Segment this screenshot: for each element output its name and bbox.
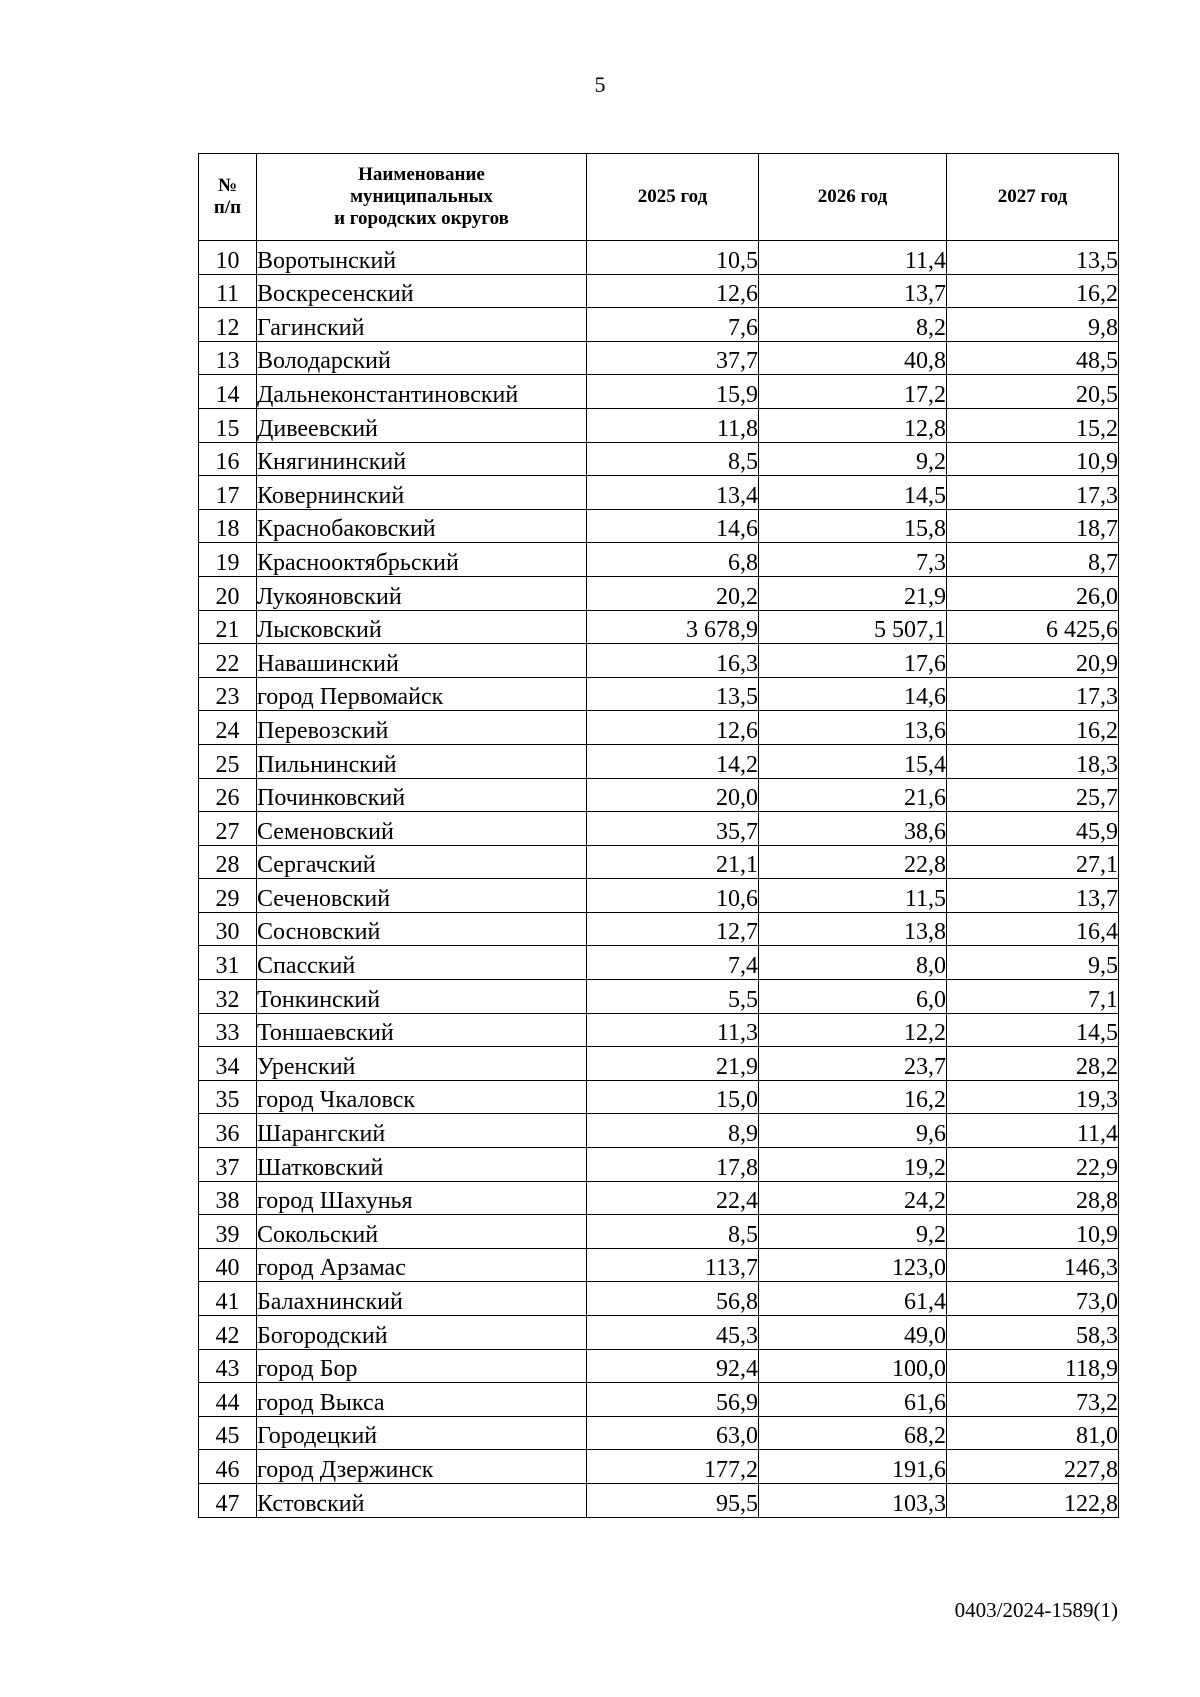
table-row (199, 509, 1119, 543)
table-row (199, 1416, 1119, 1450)
value-2026-cell: 11,4 (759, 241, 947, 275)
table-row (199, 274, 1119, 308)
value-2025-cell: 21,9 (587, 1047, 759, 1081)
value-2026-cell: 9,6 (759, 1114, 947, 1148)
value-2027-cell: 45,9 (947, 812, 1119, 846)
row-number-cell: 45 (199, 1416, 257, 1450)
value-2025-cell: 13,5 (587, 677, 759, 711)
row-number-cell: 47 (199, 1483, 257, 1517)
row-number-cell: 17 (199, 476, 257, 510)
row-number-cell: 12 (199, 308, 257, 342)
value-2027-cell: 16,2 (947, 711, 1119, 745)
row-number-cell: 42 (199, 1316, 257, 1350)
value-2025-cell: 35,7 (587, 812, 759, 846)
value-2027-cell: 10,9 (947, 442, 1119, 476)
district-name-cell: Перевозский (257, 711, 587, 745)
row-number-cell: 31 (199, 946, 257, 980)
row-number-cell: 41 (199, 1282, 257, 1316)
value-2026-cell: 11,5 (759, 879, 947, 913)
value-2027-cell: 15,2 (947, 408, 1119, 442)
value-2026-cell: 13,6 (759, 711, 947, 745)
table-row (199, 543, 1119, 577)
row-number-cell: 33 (199, 1013, 257, 1047)
district-name-cell: Навашинский (257, 644, 587, 678)
table-row (199, 1148, 1119, 1182)
row-number-cell: 11 (199, 274, 257, 308)
value-2026-cell: 14,6 (759, 677, 947, 711)
header-2027: 2027 год (947, 154, 1119, 241)
value-2025-cell: 177,2 (587, 1450, 759, 1484)
table-body (199, 241, 1119, 1518)
value-2026-cell: 12,2 (759, 1013, 947, 1047)
value-2027-cell: 9,8 (947, 308, 1119, 342)
value-2027-cell: 227,8 (947, 1450, 1119, 1484)
district-name-cell: Володарский (257, 341, 587, 375)
value-2026-cell: 24,2 (759, 1181, 947, 1215)
value-2026-cell: 6,0 (759, 980, 947, 1014)
value-2025-cell: 3 678,9 (587, 610, 759, 644)
value-2025-cell: 45,3 (587, 1316, 759, 1350)
row-number-cell: 39 (199, 1215, 257, 1249)
district-name-cell: Починковский (257, 778, 587, 812)
table-row (199, 744, 1119, 778)
value-2025-cell: 10,6 (587, 879, 759, 913)
value-2026-cell: 61,6 (759, 1383, 947, 1417)
value-2026-cell: 16,2 (759, 1080, 947, 1114)
row-number-cell: 43 (199, 1349, 257, 1383)
header-name: Наименование муниципальных и городских округов (257, 154, 587, 241)
value-2026-cell: 49,0 (759, 1316, 947, 1350)
row-number-cell: 36 (199, 1114, 257, 1148)
row-number-cell: 15 (199, 408, 257, 442)
value-2027-cell: 18,7 (947, 509, 1119, 543)
value-2025-cell: 12,7 (587, 912, 759, 946)
value-2026-cell: 103,3 (759, 1483, 947, 1517)
value-2025-cell: 56,9 (587, 1383, 759, 1417)
value-2027-cell: 22,9 (947, 1148, 1119, 1182)
district-name-cell: Краснобаковский (257, 509, 587, 543)
value-2025-cell: 20,0 (587, 778, 759, 812)
value-2026-cell: 7,3 (759, 543, 947, 577)
district-name-cell: город Дзержинск (257, 1450, 587, 1484)
district-name-cell: Шарангский (257, 1114, 587, 1148)
district-name-cell: город Выкса (257, 1383, 587, 1417)
table-row (199, 1080, 1119, 1114)
row-number-cell: 25 (199, 744, 257, 778)
value-2025-cell: 17,8 (587, 1148, 759, 1182)
value-2025-cell: 20,2 (587, 576, 759, 610)
district-name-cell: город Бор (257, 1349, 587, 1383)
table-row (199, 845, 1119, 879)
document-code: 0403/2024-1589(1) (954, 1598, 1118, 1622)
value-2026-cell: 61,4 (759, 1282, 947, 1316)
value-2027-cell: 7,1 (947, 980, 1119, 1014)
district-name-cell: Княгининский (257, 442, 587, 476)
value-2026-cell: 21,6 (759, 778, 947, 812)
value-2026-cell: 17,2 (759, 375, 947, 409)
value-2027-cell: 11,4 (947, 1114, 1119, 1148)
value-2025-cell: 92,4 (587, 1349, 759, 1383)
table-row (199, 1248, 1119, 1282)
table-row (199, 879, 1119, 913)
value-2027-cell: 26,0 (947, 576, 1119, 610)
district-name-cell: Дивеевский (257, 408, 587, 442)
value-2027-cell: 28,2 (947, 1047, 1119, 1081)
value-2027-cell: 48,5 (947, 341, 1119, 375)
value-2025-cell: 10,5 (587, 241, 759, 275)
district-name-cell: город Арзамас (257, 1248, 587, 1282)
value-2025-cell: 7,4 (587, 946, 759, 980)
table-row (199, 912, 1119, 946)
table-row (199, 677, 1119, 711)
value-2027-cell: 122,8 (947, 1483, 1119, 1517)
table-row (199, 1013, 1119, 1047)
value-2026-cell: 14,5 (759, 476, 947, 510)
value-2027-cell: 8,7 (947, 543, 1119, 577)
value-2027-cell: 16,4 (947, 912, 1119, 946)
value-2025-cell: 12,6 (587, 711, 759, 745)
value-2025-cell: 8,9 (587, 1114, 759, 1148)
value-2027-cell: 118,9 (947, 1349, 1119, 1383)
value-2026-cell: 21,9 (759, 576, 947, 610)
value-2026-cell: 5 507,1 (759, 610, 947, 644)
row-number-cell: 37 (199, 1148, 257, 1182)
value-2027-cell: 25,7 (947, 778, 1119, 812)
value-2027-cell: 17,3 (947, 677, 1119, 711)
value-2026-cell: 9,2 (759, 442, 947, 476)
table-row (199, 241, 1119, 275)
table-row (199, 711, 1119, 745)
row-number-cell: 44 (199, 1383, 257, 1417)
value-2027-cell: 9,5 (947, 946, 1119, 980)
table-row (199, 375, 1119, 409)
row-number-cell: 24 (199, 711, 257, 745)
value-2025-cell: 14,6 (587, 509, 759, 543)
table-row (199, 476, 1119, 510)
row-number-cell: 35 (199, 1080, 257, 1114)
table-row (199, 778, 1119, 812)
value-2026-cell: 68,2 (759, 1416, 947, 1450)
row-number-cell: 29 (199, 879, 257, 913)
value-2026-cell: 123,0 (759, 1248, 947, 1282)
district-name-cell: Балахнинский (257, 1282, 587, 1316)
table-row (199, 946, 1119, 980)
table-row (199, 812, 1119, 846)
table-row (199, 610, 1119, 644)
table-row (199, 576, 1119, 610)
value-2026-cell: 8,2 (759, 308, 947, 342)
budget-table (198, 153, 1119, 1518)
value-2025-cell: 16,3 (587, 644, 759, 678)
district-name-cell: Воротынский (257, 241, 587, 275)
value-2026-cell: 40,8 (759, 341, 947, 375)
value-2027-cell: 146,3 (947, 1248, 1119, 1282)
value-2025-cell: 14,2 (587, 744, 759, 778)
district-name-cell: Сергачский (257, 845, 587, 879)
value-2025-cell: 22,4 (587, 1181, 759, 1215)
value-2027-cell: 73,0 (947, 1282, 1119, 1316)
value-2025-cell: 95,5 (587, 1483, 759, 1517)
value-2025-cell: 56,8 (587, 1282, 759, 1316)
district-name-cell: Тоншаевский (257, 1013, 587, 1047)
row-number-cell: 38 (199, 1181, 257, 1215)
value-2026-cell: 19,2 (759, 1148, 947, 1182)
row-number-cell: 40 (199, 1248, 257, 1282)
value-2026-cell: 15,4 (759, 744, 947, 778)
district-name-cell: Богородский (257, 1316, 587, 1350)
value-2025-cell: 113,7 (587, 1248, 759, 1282)
value-2027-cell: 13,5 (947, 241, 1119, 275)
district-name-cell: Городецкий (257, 1416, 587, 1450)
district-name-cell: Уренский (257, 1047, 587, 1081)
row-number-cell: 20 (199, 576, 257, 610)
district-name-cell: Воскресенский (257, 274, 587, 308)
row-number-cell: 27 (199, 812, 257, 846)
value-2026-cell: 17,6 (759, 644, 947, 678)
value-2027-cell: 13,7 (947, 879, 1119, 913)
row-number-cell: 32 (199, 980, 257, 1014)
value-2027-cell: 20,5 (947, 375, 1119, 409)
district-name-cell: Гагинский (257, 308, 587, 342)
value-2026-cell: 191,6 (759, 1450, 947, 1484)
value-2025-cell: 13,4 (587, 476, 759, 510)
row-number-cell: 28 (199, 845, 257, 879)
district-name-cell: Ковернинский (257, 476, 587, 510)
value-2027-cell: 27,1 (947, 845, 1119, 879)
value-2027-cell: 14,5 (947, 1013, 1119, 1047)
value-2025-cell: 11,3 (587, 1013, 759, 1047)
row-number-cell: 22 (199, 644, 257, 678)
district-name-cell: Спасский (257, 946, 587, 980)
row-number-cell: 13 (199, 341, 257, 375)
district-name-cell: город Шахунья (257, 1181, 587, 1215)
table-row (199, 980, 1119, 1014)
district-name-cell: Кстовский (257, 1483, 587, 1517)
value-2027-cell: 19,3 (947, 1080, 1119, 1114)
value-2025-cell: 15,9 (587, 375, 759, 409)
page-number: 5 (594, 72, 606, 97)
table-row (199, 442, 1119, 476)
table-row (199, 1282, 1119, 1316)
value-2027-cell: 10,9 (947, 1215, 1119, 1249)
value-2025-cell: 8,5 (587, 1215, 759, 1249)
district-name-cell: Сеченовский (257, 879, 587, 913)
district-name-cell: Тонкинский (257, 980, 587, 1014)
value-2027-cell: 58,3 (947, 1316, 1119, 1350)
table-row (199, 1215, 1119, 1249)
district-name-cell: Сосновский (257, 912, 587, 946)
value-2026-cell: 13,7 (759, 274, 947, 308)
table-header-row (199, 154, 1119, 241)
value-2026-cell: 12,8 (759, 408, 947, 442)
value-2025-cell: 6,8 (587, 543, 759, 577)
value-2025-cell: 8,5 (587, 442, 759, 476)
value-2026-cell: 13,8 (759, 912, 947, 946)
row-number-cell: 19 (199, 543, 257, 577)
value-2025-cell: 7,6 (587, 308, 759, 342)
row-number-cell: 26 (199, 778, 257, 812)
header-2025: 2025 год (587, 154, 759, 241)
district-name-cell: Семеновский (257, 812, 587, 846)
table-row (199, 1316, 1119, 1350)
value-2027-cell: 73,2 (947, 1383, 1119, 1417)
district-name-cell: Пильнинский (257, 744, 587, 778)
district-name-cell: Лукояновский (257, 576, 587, 610)
district-name-cell: город Чкаловск (257, 1080, 587, 1114)
row-number-cell: 34 (199, 1047, 257, 1081)
value-2026-cell: 38,6 (759, 812, 947, 846)
table-row (199, 341, 1119, 375)
table-row (199, 1114, 1119, 1148)
value-2025-cell: 63,0 (587, 1416, 759, 1450)
district-name-cell: Лысковский (257, 610, 587, 644)
value-2026-cell: 100,0 (759, 1349, 947, 1383)
header-num: № п/п (199, 154, 257, 241)
row-number-cell: 30 (199, 912, 257, 946)
value-2025-cell: 37,7 (587, 341, 759, 375)
table-row (199, 1450, 1119, 1484)
row-number-cell: 46 (199, 1450, 257, 1484)
table-row (199, 1181, 1119, 1215)
value-2025-cell: 15,0 (587, 1080, 759, 1114)
row-number-cell: 23 (199, 677, 257, 711)
table-row (199, 1383, 1119, 1417)
value-2027-cell: 28,8 (947, 1181, 1119, 1215)
value-2026-cell: 8,0 (759, 946, 947, 980)
header-2026: 2026 год (759, 154, 947, 241)
value-2026-cell: 15,8 (759, 509, 947, 543)
value-2027-cell: 20,9 (947, 644, 1119, 678)
district-name-cell: Сокольский (257, 1215, 587, 1249)
value-2025-cell: 21,1 (587, 845, 759, 879)
row-number-cell: 14 (199, 375, 257, 409)
district-name-cell: Дальнеконстантиновский (257, 375, 587, 409)
table-row (199, 1483, 1119, 1517)
district-name-cell: Краснооктябрьский (257, 543, 587, 577)
value-2026-cell: 9,2 (759, 1215, 947, 1249)
row-number-cell: 21 (199, 610, 257, 644)
district-name-cell: город Первомайск (257, 677, 587, 711)
district-name-cell: Шатковский (257, 1148, 587, 1182)
row-number-cell: 10 (199, 241, 257, 275)
value-2027-cell: 6 425,6 (947, 610, 1119, 644)
value-2025-cell: 11,8 (587, 408, 759, 442)
table-row (199, 644, 1119, 678)
table-row (199, 408, 1119, 442)
table-row (199, 308, 1119, 342)
value-2025-cell: 12,6 (587, 274, 759, 308)
value-2025-cell: 5,5 (587, 980, 759, 1014)
row-number-cell: 16 (199, 442, 257, 476)
row-number-cell: 18 (199, 509, 257, 543)
value-2027-cell: 18,3 (947, 744, 1119, 778)
table-row (199, 1349, 1119, 1383)
value-2026-cell: 23,7 (759, 1047, 947, 1081)
table-row (199, 1047, 1119, 1081)
value-2027-cell: 81,0 (947, 1416, 1119, 1450)
value-2027-cell: 17,3 (947, 476, 1119, 510)
value-2027-cell: 16,2 (947, 274, 1119, 308)
value-2026-cell: 22,8 (759, 845, 947, 879)
